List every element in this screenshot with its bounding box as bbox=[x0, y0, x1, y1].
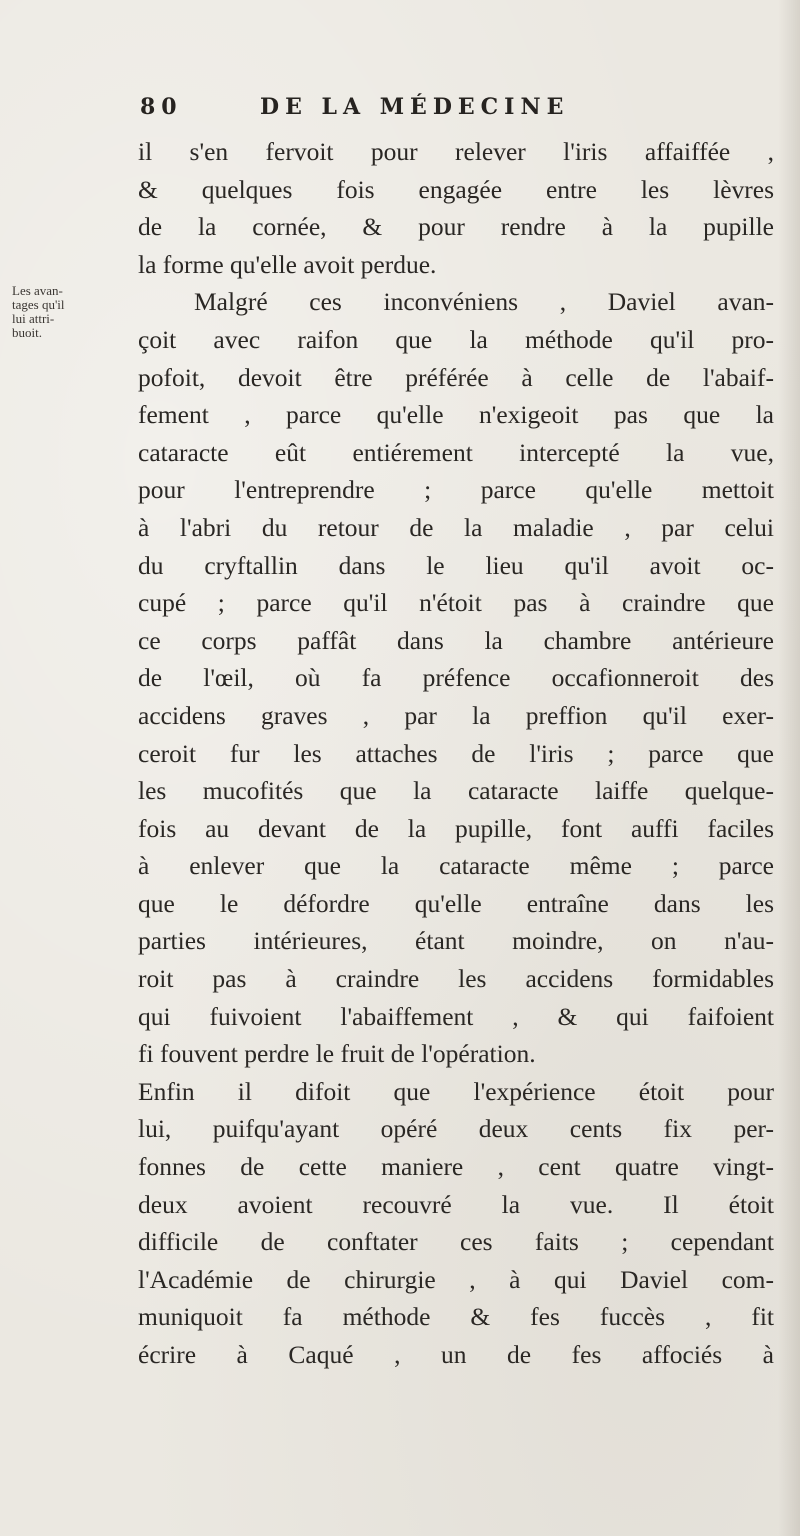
text-line: difficile de conftater ces faits ; cependant bbox=[138, 1227, 774, 1257]
running-title: DE LA MÉDECINE bbox=[260, 94, 570, 120]
text-line: que le défordre qu'elle entraîne dans les bbox=[138, 888, 774, 918]
text-line: de la cornée, & pour rendre à la pupille bbox=[138, 212, 774, 242]
page-number: 80 bbox=[140, 94, 183, 120]
page-header bbox=[140, 94, 660, 128]
margin-note-line: lui attri- bbox=[12, 311, 55, 326]
text-line: cataracte eût entiérement intercepté la vue, bbox=[138, 437, 774, 467]
text-line: accidens graves , par la preffion qu'il exer- bbox=[138, 700, 774, 730]
page-edge-shadow bbox=[778, 0, 800, 1536]
text-line: fonnes de cette maniere , cent quatre vingt- bbox=[138, 1152, 774, 1182]
text-line: deux avoient recouvré la vue. Il étoit bbox=[138, 1189, 774, 1219]
text-line: çoit avec raifon que la méthode qu'il pro- bbox=[138, 324, 774, 354]
text-line: Enfin il difoit que l'expérience étoit pour bbox=[138, 1076, 774, 1106]
margin-note bbox=[12, 284, 72, 340]
text-line: à l'abri du retour de la maladie , par celui bbox=[138, 512, 774, 542]
text-line: fois au devant de la pupille, font auffi faciles bbox=[138, 813, 774, 843]
text-line: qui fuivoient l'abaiffement , & qui faifoient bbox=[138, 1001, 774, 1031]
text-line: fi fouvent perdre le fruit de l'opération. bbox=[138, 1039, 536, 1069]
margin-note-line: buoit. bbox=[12, 325, 42, 340]
text-line: cupé ; parce qu'il n'étoit pas à craindre que bbox=[138, 588, 774, 618]
text-line: lui, puifqu'ayant opéré deux cents fix per- bbox=[138, 1114, 774, 1144]
text-line: Malgré ces inconvéniens , Daviel avan- bbox=[194, 287, 774, 317]
margin-note-line: Les avan- bbox=[12, 283, 63, 298]
text-line: il s'en fervoit pour relever l'iris affaiffée , bbox=[138, 137, 774, 166]
text-line: fement , parce qu'elle n'exigeoit pas que la bbox=[138, 400, 774, 430]
text-line: roit pas à craindre les accidens formidables bbox=[138, 964, 774, 994]
text-line: l'Académie de chirurgie , à qui Daviel com- bbox=[138, 1264, 774, 1294]
text-line: ceroit fur les attaches de l'iris ; parce que bbox=[138, 738, 774, 768]
text-line: parties intérieures, étant moindre, on n'au- bbox=[138, 926, 774, 956]
text-line: à enlever que la cataracte même ; parce bbox=[138, 851, 774, 881]
margin-note-line: tages qu'il bbox=[12, 297, 65, 312]
text-line: ce corps paffât dans la chambre antérieure bbox=[138, 625, 774, 655]
text-line: du cryftallin dans le lieu qu'il avoit oc- bbox=[138, 550, 774, 580]
text-line: écrire à Caqué , un de fes affociés à bbox=[138, 1340, 774, 1369]
text-line: de l'œil, où fa préfence occafionneroit des bbox=[138, 663, 774, 693]
text-line: pour l'entreprendre ; parce qu'elle mettoit bbox=[138, 475, 774, 505]
text-line: muniquoit fa méthode & fes fuccès , fit bbox=[138, 1302, 774, 1332]
text-line: & quelques fois engagée entre les lèvres bbox=[138, 174, 774, 204]
body-text bbox=[138, 133, 774, 1374]
text-line: les mucofités que la cataracte laiffe quelque- bbox=[138, 776, 774, 806]
text-line: la forme qu'elle avoit perdue. bbox=[138, 249, 437, 279]
text-line: pofoit, devoit être préférée à celle de l'abaif- bbox=[138, 362, 774, 392]
